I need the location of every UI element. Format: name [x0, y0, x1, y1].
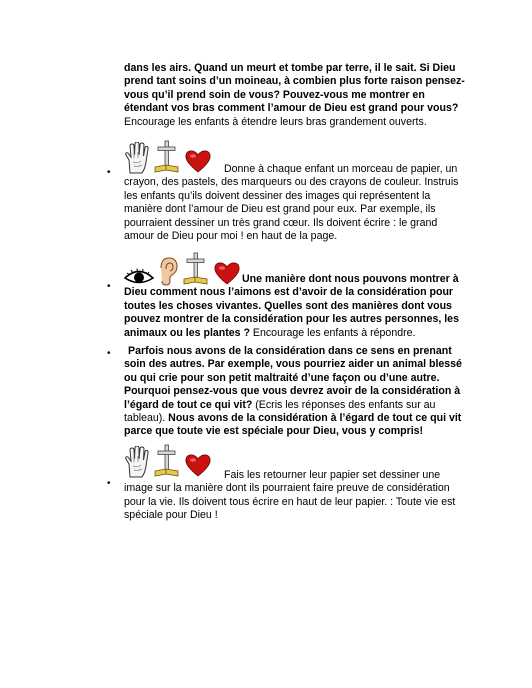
item-3-normal-text: (Ecris les réponses des enfants sur au tableau).	[124, 398, 436, 425]
hand-icon	[124, 142, 150, 174]
list-item-4	[124, 442, 466, 523]
item-3-bold-text-2: Nous avons de la considération à l’égard de tout ce qui vit parce que toute vie est spéciale pour Dieu, vous y compris!	[124, 412, 462, 438]
bullet-4: •	[107, 478, 111, 489]
bullet-2: •	[107, 281, 111, 292]
heart-icon	[184, 148, 212, 174]
cross-bible-icon	[153, 140, 181, 174]
icon-group-1	[124, 138, 224, 174]
bullet-1: •	[107, 167, 111, 178]
icon-group-4	[124, 442, 224, 478]
list-item-1	[124, 138, 466, 243]
item-4-text: Fais les retourner leur papier set dessiner une image sur la manière dont ils pourraient faire preuve de considération pour la vie. Ils doivent tous écrire en haut de leur papier. : Toute vie est spéciale pour Dieu !	[124, 469, 456, 522]
hand-icon	[124, 446, 150, 478]
item-2-bold-text: Une manière dont nous pouvons montrer à Dieu comment nous l’aimons est d’avoir de la considération pour toutes les choses vivantes. Quelles sont des manières dont vous pouvez montrer de la considération pour les autres personnes, les animaux ou les plantes ?	[124, 273, 459, 339]
intro-normal-text: Encourage les enfants à étendre leurs bras grandement ouverts.	[124, 115, 427, 128]
list-item-3	[124, 345, 466, 439]
heart-icon	[184, 452, 212, 478]
cross-bible-icon	[182, 252, 210, 286]
list-item-2	[124, 250, 466, 340]
eye-icon	[124, 268, 154, 286]
ear-icon	[157, 256, 179, 286]
item-3-bold-text-1: Parfois nous avons de la considération dans ce sens en prenant soin des autres. Par exemple, vous pourriez aider un animal blessé ou qui crie pour son petit maltraité d’une façon ou d’une autre. Pourquoi pensez-vous que vous devrez avoir de la considération à l’égard de tout ce qui vit?	[124, 345, 462, 411]
cross-bible-icon	[153, 444, 181, 478]
item-1-text: Donne à chaque enfant un morceau de papier, un crayon, des pastels, des marqueurs ou des crayons de couleur. Instruis les enfants qu’ils doivent dessiner des images qui représentent la manière dont l’amour de Dieu est grand pour eux. Par exemple, ils pourraient dessiner un très grand cœur. Ils doivent écrire : le grand amour de Dieu pour moi ! en haut de la page.	[124, 163, 459, 243]
paragraph-intro	[124, 62, 466, 129]
bullet-3: •	[107, 348, 111, 359]
icon-group-2	[124, 250, 242, 286]
heart-icon	[213, 260, 241, 286]
item-2-normal-text: Encourage les enfants à répondre.	[249, 326, 416, 339]
item-3-text	[124, 345, 466, 439]
intro-bold-text: dans les airs. Quand un meurt et tombe par terre, il le sait. Si Dieu prend tant soins d’un moineau, à combien plus forte raison pensez-vous qu’il prend soin de vous? Pouvez-vous me montrer en étendant vos bras comment l’amour de Dieu est grand pour vous?	[124, 62, 465, 115]
